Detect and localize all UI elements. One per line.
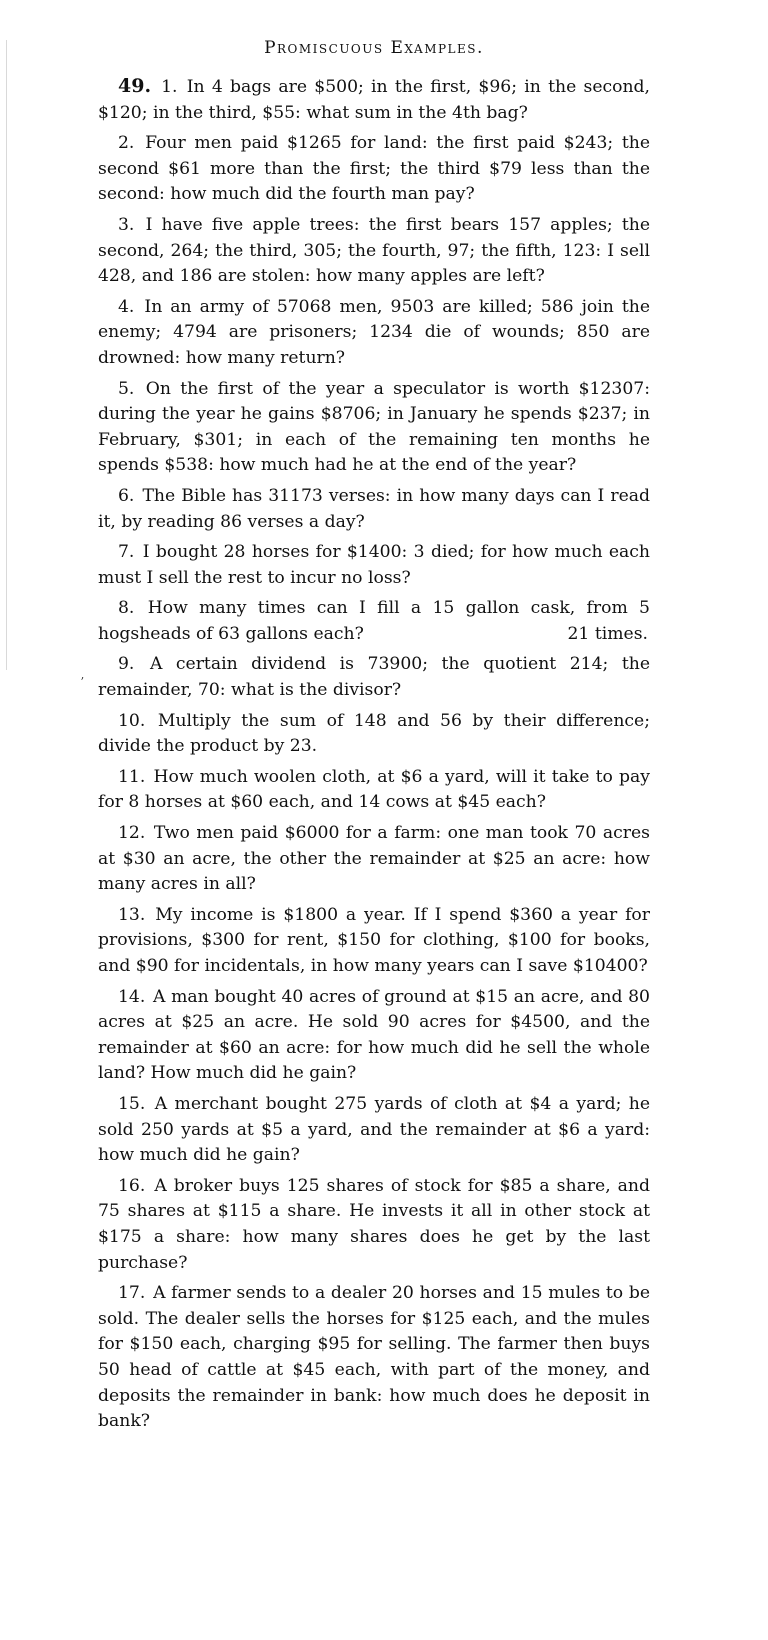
problem-text: I bought 28 horses for $1400: 3 died; for how much each must I sell the rest to incur no loss? — [98, 542, 650, 588]
problem-1 — [98, 74, 650, 126]
problem-17 — [98, 1281, 650, 1435]
page-margin-line — [6, 40, 7, 670]
problem-12 — [98, 821, 650, 898]
problem-number: 4. — [118, 296, 135, 317]
problem-10 — [98, 709, 650, 760]
problem-number: 7. — [118, 542, 135, 563]
problem-text: In an army of 57068 men, 9503 are killed; 586 join the enemy; 4794 are prisoners; 1234 die of wounds; 850 are drowned: how many return? — [98, 296, 650, 368]
problem-5 — [98, 377, 650, 479]
problem-text: A merchant bought 275 yards of cloth at $4 a yard; he sold 250 yards at $5 a yard, and the remainder at $6 a yard: how much did he gain? — [98, 1093, 650, 1166]
problem-text: A broker buys 125 shares of stock for $85 a share, and 75 shares at $115 a share. He invests it all in other stock at $175 a share: how many shares does he get by the last purchase? — [98, 1175, 650, 1273]
problem-7 — [98, 540, 650, 591]
problem-6 — [98, 484, 650, 535]
problem-answer: 21 times. — [567, 623, 648, 644]
page — [98, 32, 650, 1440]
problem-4 — [98, 295, 650, 372]
problem-text: A man bought 40 acres of ground at $15 an acre, and 80 acres at $25 an acre. He sold 90 acres for $4500, and the remainder at $60 an acre: for how much did he sell the whole land? How much did he gain? — [98, 986, 650, 1084]
problem-8 — [98, 596, 650, 647]
problem-text: A farmer sends to a dealer 20 horses and 15 mules to be sold. The dealer sells the horses for $125 each, and the mules for $150 each, charging $95 for selling. The farmer then buys 50 head of cattle at $45 each, with part of the money, and deposits the remainder in bank: how much does he deposit in bank? — [98, 1283, 650, 1432]
problem-number: 6. — [118, 485, 135, 506]
problem-number: 8. — [118, 598, 135, 619]
problem-text: I have five apple trees: the first bears 157 apples; the second, 264; the third, 305; the fourth, 97; the fifth, 123: I sell 428, and 186 are stolen: how many apples are left? — [98, 214, 650, 287]
problem-number: 11. — [118, 766, 146, 787]
problem-text: My income is $1800 a year. If I spend $360 a year for provisions, $300 for rent, $150 for clothing, $100 for books, and $90 for incidentals, in how many years can I save $10400? — [98, 904, 650, 976]
problem-number: 17. — [118, 1283, 146, 1304]
problem-number: 2. — [118, 133, 135, 154]
problem-number: 1. — [161, 77, 178, 97]
problem-3 — [98, 213, 650, 290]
problem-number: 16. — [118, 1175, 146, 1196]
problem-number: 5. — [118, 378, 135, 399]
problem-16 — [98, 1174, 650, 1276]
problem-text: A certain dividend is 73900; the quotient 214; the remainder, 70: what is the divisor? — [98, 654, 651, 701]
problem-text: On the first of the year a speculator is worth $12307: during the year he gains $8706; in January he spends $237; in February, $301; in each of the remaining ten months he spends $538: how much had he at the end of the year? — [98, 378, 650, 476]
problem-9 — [98, 652, 650, 703]
section-number: 49. — [118, 75, 152, 97]
problem-14 — [98, 985, 650, 1087]
problem-text: How many times can I fill a 15 gallon cask, from 5 hogsheads of 63 gallons each? — [98, 598, 650, 644]
problem-text: The Bible has 31173 verses: in how many days can I read it, by reading 86 verses a day? — [98, 485, 650, 532]
problem-number: 14. — [118, 986, 146, 1007]
problem-number: 12. — [118, 823, 146, 844]
problem-number: 3. — [118, 214, 135, 235]
problem-text: Two men paid $6000 for a farm: one man took 70 acres at $30 an acre, the other the remainder at $25 an acre: how many acres in all? — [98, 823, 650, 895]
problem-11 — [98, 765, 650, 816]
problem-number: 9. — [118, 654, 135, 675]
problem-text: How much woolen cloth, at $6 a yard, will it take to pay for 8 horses at $60 each, and 14 cows at $45 each? — [98, 766, 650, 813]
problem-text: Multiply the sum of 148 and 56 by their difference; divide the product by 23. — [98, 710, 650, 757]
problem-15 — [98, 1092, 650, 1169]
problem-number: 10. — [118, 710, 146, 731]
problem-text: In 4 bags are $500; in the first, $96; in the second, $120; in the third, $55: what sum in the 4th bag? — [98, 77, 650, 123]
problem-text: Four men paid $1265 for land: the first paid $243; the second $61 more than the first; the third $79 less than the second: how much did the fourth man pay? — [98, 133, 650, 205]
problem-13 — [98, 903, 650, 980]
stray-mark: ʼ — [80, 675, 84, 689]
problem-2 — [98, 131, 650, 208]
page-title: Promiscuous Examples. — [264, 38, 484, 58]
problem-number: 13. — [118, 904, 146, 925]
problem-number: 15. — [118, 1093, 146, 1114]
